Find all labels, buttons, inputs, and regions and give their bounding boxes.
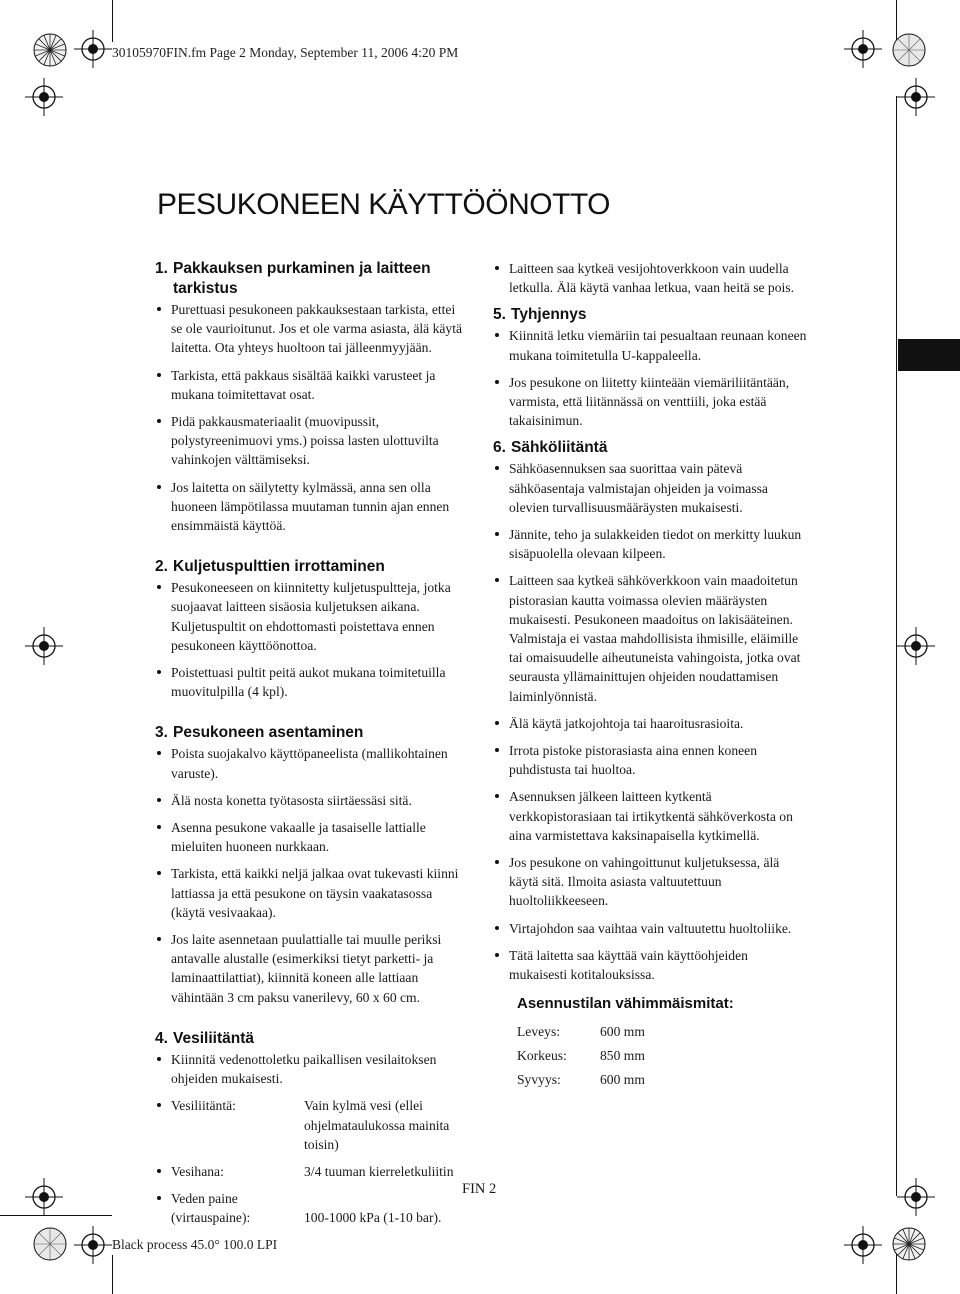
- spec-row-tap: [155, 1162, 465, 1181]
- list-item: Laitteen saa kytkeä sähköverkkoon vain maadoitetun pistorasian kautta voimassa olevien määräysten mukaisesti. Pesukoneen maadoitus on lakisääteinen. Valmistaja ei vastaa mahdollisista ihmisille, eläimille tai omaisuudelle aiheutuneista vahingoista, jotka ovat seurausta yllämainittujen ohjeiden noudattamisen laiminlyönnistä.: [493, 571, 808, 705]
- list-item: Asennuksen jälkeen laitteen kytkentä verkkopistorasiaan tai irtikytkentä sähköverkosta on aina varmistettava kaksinapaisella kytkimellä.: [493, 787, 808, 845]
- registration-target-icon: [25, 78, 63, 116]
- section-heading-6: [493, 438, 808, 458]
- bullet-list: [493, 459, 808, 984]
- min-space-row: [517, 1022, 808, 1046]
- min-space-row: [517, 1070, 808, 1094]
- starburst-mark-icon: [892, 33, 926, 67]
- starburst-mark-icon: [33, 33, 67, 67]
- registration-target-icon: [897, 627, 935, 665]
- registration-target-icon: [74, 30, 112, 68]
- list-item: Jos laite asennetaan puulattialle tai muulle periksi antavalle alustalle (esimerkiksi tietyt parketti- ja laminaattilattiat), kiinnitä koneen alle lattiaan vähintään 3 cm paksu vanerilevy, 60 x 60 cm.: [155, 930, 465, 1007]
- dimension-label: Leveys:: [517, 1023, 561, 1039]
- bullet-list: [155, 300, 465, 535]
- list-item: Jos pesukone on vahingoittunut kuljetuksessa, älä käytä sitä. Ilmoita asiasta valtuutettuun huoltoliikkeeseen.: [493, 853, 808, 911]
- spec-row-water-connection: [155, 1096, 465, 1154]
- crop-line-bottom-left-v: [112, 1255, 113, 1294]
- starburst-mark-icon: [892, 1227, 926, 1261]
- left-column: [155, 259, 465, 1236]
- list-item: Tarkista, että pakkaus sisältää kaikki varusteet ja mukana toimitettavat osat.: [155, 366, 465, 404]
- section-title: Tyhjennys: [511, 306, 587, 324]
- list-item: Jännite, teho ja sulakkeiden tiedot on merkitty luukun sisäpuolella olevaan kilpeen.: [493, 525, 808, 563]
- spec-value: Vain kylmä vesi (ellei ohjelmataulukossa mainita toisin): [304, 1098, 450, 1152]
- section-title: Kuljetuspulttien irrottaminen: [173, 558, 385, 576]
- section-number: 1.: [155, 260, 168, 277]
- bullet-list: [155, 744, 465, 1006]
- list-item: Jos laitetta on säilytetty kylmässä, anna sen olla huoneen lämpötilassa muutaman tunnin ajan ennen ensimmäistä käyttöä.: [155, 478, 465, 536]
- section-title: Sähköliitäntä: [511, 439, 608, 457]
- print-slug-header: 30105970FIN.fm Page 2 Monday, September 11, 2006 4:20 PM: [112, 45, 459, 60]
- list-item: Kiinnitä letku viemäriin tai pesualtaan reunaan koneen mukana toimitetulla U-kappaleella.: [493, 326, 808, 364]
- list-item: Jos pesukone on liitetty kiinteään viemäriliitäntään, varmista, että liitännässä on venttiili, joka estää takaisinimun.: [493, 373, 808, 431]
- section-heading-2: [155, 557, 465, 577]
- section-heading-4: [155, 1029, 465, 1049]
- list-item: Poista suojakalvo käyttöpaneelista (mallikohtainen varuste).: [155, 744, 465, 782]
- list-item: Virtajohdon saa vaihtaa vain valtuutettu huoltoliike.: [493, 919, 808, 938]
- list-item: Purettuasi pesukoneen pakkauksestaan tarkista, ettei se ole vaurioitunut. Jos et ole varma asiasta, älä käytä laitetta. Ota yhteys huoltoon tai jälleenmyyjään.: [155, 300, 465, 358]
- dimension-value: 850 mm: [600, 1047, 645, 1063]
- section-heading-5: [493, 305, 808, 325]
- list-item: Tätä laitetta saa käyttää vain käyttöohjeiden mukaisesti kotitalouksissa.: [493, 946, 808, 984]
- list-item: Asenna pesukone vakaalle ja tasaiselle lattialle mieluiten huoneen nurkkaan.: [155, 818, 465, 856]
- bullet-list: [493, 259, 808, 297]
- min-space-row: [517, 1046, 808, 1070]
- list-item: Pidä pakkausmateriaalit (muovipussit, polystyreenimuovi yms.) poissa lasten ulottuvilta vahinkojen välttämiseksi.: [155, 412, 465, 470]
- registration-target-icon: [844, 30, 882, 68]
- spec-value: 100-1000 kPa (1-10 bar).: [304, 1210, 442, 1226]
- registration-target-icon: [844, 1226, 882, 1264]
- list-item: Pesukoneeseen on kiinnitetty kuljetuspultteja, jotka suojaavat laitteen sisäosia kuljetuksen aikana. Kuljetuspultit on ehdottomasti poistettava ennen pesukoneen käyttöönottoa.: [155, 578, 465, 655]
- list-item: Älä nosta konetta työtasosta siirtäessäsi sitä.: [155, 791, 465, 810]
- list-item: Älä käytä jatkojohtoja tai haaroitusrasioita.: [493, 714, 808, 733]
- section-number: 3.: [155, 724, 168, 742]
- thumb-index-tab: [898, 339, 960, 371]
- spec-value: 3/4 tuuman kierreletkuliitin: [304, 1163, 454, 1179]
- spec-label: Veden paine (virtauspaine):: [171, 1191, 251, 1226]
- list-item: Sähköasennuksen saa suorittaa vain pätevä sähköasentaja valmistajan ohjeiden ja voimassa olevien turvallisuusmääräysten mukaisesti.: [493, 459, 808, 517]
- list-item: Irrota pistoke pistorasiasta aina ennen koneen puhdistusta tai huoltoa.: [493, 741, 808, 779]
- registration-target-icon: [897, 78, 935, 116]
- section-number: 6.: [493, 439, 506, 457]
- section-title: Pakkauksen purkaminen ja laitteen tarkistus: [173, 260, 431, 297]
- right-column: [493, 259, 808, 1094]
- crop-line-top-left: [112, 0, 113, 42]
- dimension-value: 600 mm: [600, 1023, 645, 1039]
- spec-label: Vesihana:: [171, 1163, 224, 1179]
- page-number: FIN 2: [462, 1181, 497, 1197]
- section-heading-3: [155, 723, 465, 743]
- bullet-list: [493, 326, 808, 430]
- list-item: Tarkista, että kaikki neljä jalkaa ovat tukevasti kiinni lattiassa ja että pesukone on täysin vaakatasossa (käytä vesivaakaa).: [155, 864, 465, 922]
- registration-target-icon: [25, 1178, 63, 1216]
- bullet-list: [155, 1050, 465, 1228]
- section-number: 2.: [155, 558, 168, 576]
- min-space-title: Asennustilan vähimmäismitat:: [517, 995, 734, 1013]
- registration-target-icon: [25, 627, 63, 665]
- list-item: Poistettuasi pultit peitä aukot mukana toimitetuilla muovitulpilla (4 kpl).: [155, 663, 465, 701]
- list-item: Kiinnitä vedenottoletku paikallisen vesilaitoksen ohjeiden mukaisesti.: [155, 1050, 465, 1088]
- section-number: 4.: [155, 1029, 168, 1047]
- registration-target-icon: [897, 1178, 935, 1216]
- spec-row-pressure: [155, 1189, 465, 1227]
- section-heading-1: [155, 259, 465, 299]
- spec-label: Vesiliitäntä:: [171, 1098, 236, 1114]
- dimension-value: 600 mm: [600, 1071, 645, 1087]
- section-number: 5.: [493, 306, 506, 324]
- section-title: Vesiliitäntä: [173, 1029, 254, 1047]
- registration-target-icon: [74, 1226, 112, 1264]
- bullet-list: [155, 578, 465, 701]
- print-slug-footer: Black process 45.0° 100.0 LPI: [112, 1237, 278, 1252]
- min-space-table: [517, 1022, 808, 1094]
- starburst-mark-icon: [33, 1227, 67, 1261]
- dimension-label: Korkeus:: [517, 1047, 567, 1063]
- list-item: Laitteen saa kytkeä vesijohtoverkkoon vain uudella letkulla. Älä käytä vanhaa letkua, vaan heitä se pois.: [493, 259, 808, 297]
- page-title: PESUKONEEN KÄYTTÖÖNOTTO: [157, 188, 611, 221]
- dimension-label: Syvyys:: [517, 1071, 561, 1087]
- section-title: Pesukoneen asentaminen: [173, 724, 364, 742]
